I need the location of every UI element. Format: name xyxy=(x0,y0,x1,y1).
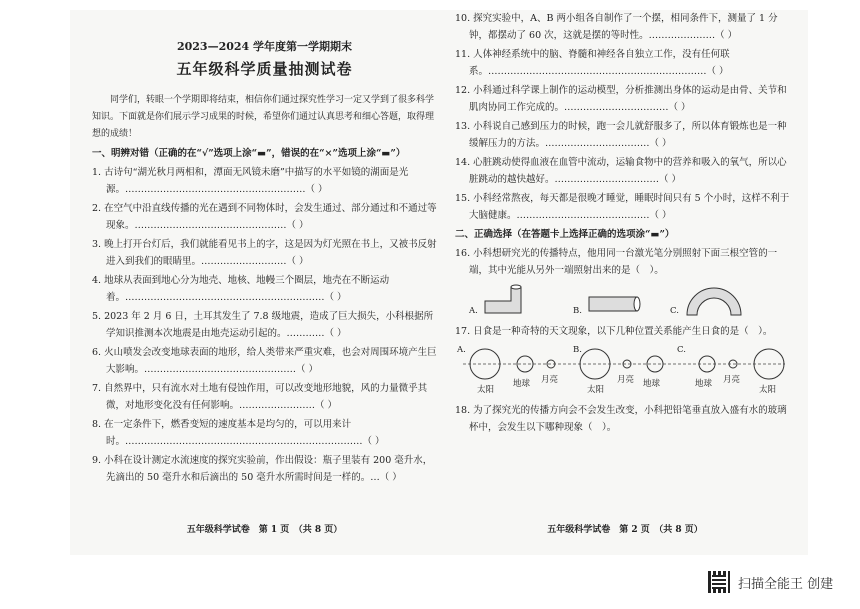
exam-title: 五年级科学质量抽测试卷 xyxy=(176,60,353,78)
question-5: 5. 2023 年 2 月 6 日，土耳其发生了 7.8 级地震，造成了巨大损失，小科根据所学知识推测本次地震是由地壳运动引起的。…………（ ） xyxy=(92,311,434,339)
page-1 xyxy=(92,10,437,535)
q17-option-b-label: B. xyxy=(573,345,582,355)
question-18: 18. 为了探究光的传播方向会不会发生改变，小科把铅笔垂直放入盛有水的玻璃杯中，会发生以下哪种现象（ ）。 xyxy=(455,405,787,433)
scanner-watermark xyxy=(708,570,833,594)
question-9: 9. 小科在设计测定水流速度的探究实验前，作出假设：瓶子里装有 200 毫升水，先滴出的 50 毫升水和后滴出的 50 毫升水所需时间是一样的。…（ ） xyxy=(92,455,433,483)
question-1: 1. 古诗句“湖光秋月两相和，潭面无风镜未磨”中描写的水平如镜的湖面是光源。…………………………………………………（ ） xyxy=(92,167,409,195)
q17-b-moon-label: 月亮 xyxy=(617,375,635,385)
question-2: 2. 在空气中沿直线传播的光在遇到不同物体时，会发生通过、部分通过和不通过等现象。…………………………………………（ ） xyxy=(92,203,437,231)
q17-a-sun-label: 太阳 xyxy=(477,385,495,395)
q17-c-earth-label: 地球 xyxy=(695,379,713,389)
question-12: 12. 小科通过科学课上制作的运动模型，分析推测出身体的运动是由骨、关节和肌肉协同工作完成的。……………………………（ ） xyxy=(455,85,787,113)
q17-a-earth-label: 地球 xyxy=(513,379,531,389)
question-11: 11. 人体神经系统中的脑、脊髓和神经各自独立工作，没有任何联系。……………………………………………………………（ ） xyxy=(455,49,730,77)
page-2 xyxy=(455,10,795,535)
footer-page-1: 五年级科学试卷 第 1 页 （共 8 页） xyxy=(186,525,343,535)
footer-page-2: 五年级科学试卷 第 2 页 （共 8 页） xyxy=(547,525,703,535)
q17-c-moon-label: 月亮 xyxy=(723,375,741,385)
bent-tube-icon xyxy=(481,283,531,319)
question-8: 8. 在一定条件下，燃香变短的速度基本是均匀的，可以用来计时。…………………………………………………………………（ ） xyxy=(92,419,385,447)
question-7: 7. 自然界中，只有流水对土地有侵蚀作用，可以改变地形地貌，风的力量微乎其微，对地形变化没有任何影响。……………………（ ） xyxy=(92,383,428,411)
q17-a-moon-label: 月亮 xyxy=(541,375,559,385)
question-13: 13. 小科说自己感到压力的时候，跑一会儿就舒服多了，所以体育锻炼也是一种缓解压力的方法。……………………………（ ） xyxy=(455,121,787,149)
q16-option-c-label: C. xyxy=(670,306,679,316)
eclipse-diagram xyxy=(455,342,795,400)
question-16: 16. 小科想研究光的传播特点，他用同一台激光笔分别照射下面三根空管的一端，其中光能从另外一端照射出来的是（ ）。 xyxy=(455,248,778,276)
straight-tube-icon xyxy=(585,293,645,315)
q17-option-c-label: C. xyxy=(677,345,686,355)
question-4: 4. 地球从表面到地心分为地壳、地核、地幔三个圈层，地壳在不断运动着。………………………………………………………（ ） xyxy=(92,275,390,303)
q17-b-earth-label: 地球 xyxy=(643,379,661,389)
earth-c-icon xyxy=(699,356,715,372)
q17-figure xyxy=(455,342,795,400)
question-14: 14. 心脏跳动使得血液在血管中流动，运输食物中的营养和吸入的氧气，所以心脏跳动的越快越好。……………………………（ ） xyxy=(455,157,787,185)
q16-option-a-label: A. xyxy=(469,306,478,316)
intro-text: 同学们，转眼一个学期即将结束，相信你们通过探究性学习一定又学到了很多科学知识。下面就是你们展示学习成果的时候，希望你们通过认真思考和细心答题，取得理想的成绩！ xyxy=(92,95,435,139)
curved-tube-icon xyxy=(681,283,747,319)
q16-option-b-label: B. xyxy=(573,306,582,316)
question-17: 17. 日食是一种奇特的天文现象，以下几种位置关系能产生日食的是（ ）。 xyxy=(455,326,773,337)
section-2-heading: 二、正确选择（在答题卡上选择正确的选项涂“▬”） xyxy=(455,229,675,240)
year-title: 2023—2024 学年度第一学期期末 xyxy=(176,40,353,53)
exam-sheet xyxy=(70,10,808,555)
q17-b-sun-label: 太阳 xyxy=(587,385,605,395)
question-3: 3. 晚上打开台灯后，我们就能看见书上的字，这是因为灯光照在书上，又被书反射进入到我们的眼睛里。………………………（ ） xyxy=(92,239,437,267)
question-6: 6. 火山喷发会改变地球表面的地形，给人类带来严重灾难，也会对周围环境产生巨大影响。…………………………………………（ ） xyxy=(92,347,437,375)
question-15: 15. 小科经常熬夜，每天都是很晚才睡觉，睡眠时间只有 5 个小时，这样不利于大脑健康。……………………………………（ ） xyxy=(455,193,790,221)
qr-code-icon xyxy=(708,571,730,593)
q17-c-sun-label: 太阳 xyxy=(759,385,777,395)
section-1-heading: 一、明辨对错（正确的在“√”选项上涂“▬”，错误的在“×”选项上涂“▬”） xyxy=(92,148,406,159)
q17-option-a-label: A. xyxy=(457,345,466,355)
q16-figure xyxy=(455,283,795,319)
question-10: 10. 探究实验中，A、B 两小组各自制作了一个摆，相同条件下，测量了 1 分钟，都摆动了 60 次，这就是摆的等时性。…………………（ ） xyxy=(455,13,778,41)
watermark-text: 扫描全能王 创建 xyxy=(738,576,834,592)
